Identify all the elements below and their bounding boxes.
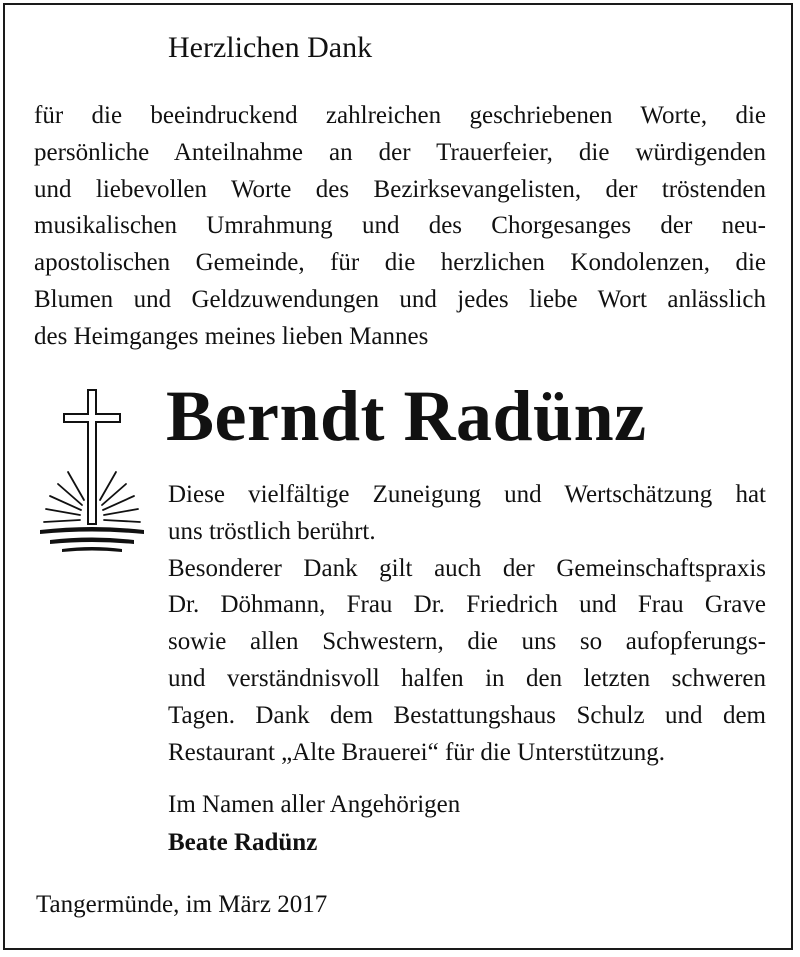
- deceased-name: Berndt Radünz: [166, 376, 647, 456]
- notice-heading: Herzlichen Dank: [168, 31, 373, 64]
- cross-sunrise-icon: [28, 384, 156, 556]
- body-line: sowie allen Schwestern, die uns so aufopferungs-: [168, 628, 766, 656]
- body-line: Diese vielfältige Zuneigung und Wertschätzung hat: [168, 481, 766, 508]
- intro-line: Blumen und Geldzuwendungen und jedes liebe Wort anlässlich: [34, 285, 766, 313]
- body-line: Restaurant „Alte Brauerei“ für die Unterstützung.: [168, 738, 666, 766]
- intro-line: apostolischen Gemeinde, für die herzlichen Kondolenzen, die: [34, 249, 766, 277]
- intro-line: musikalischen Umrahmung und des Chorgesanges der neu-: [34, 212, 766, 240]
- intro-line: des Heimganges meines lieben Mannes: [34, 322, 429, 350]
- intro-line: persönliche Anteilnahme an der Trauerfeier, die würdigenden: [34, 138, 766, 166]
- place-date: Tangermünde, im März 2017: [36, 891, 328, 918]
- intro-line: für die beeindruckend zahlreichen geschriebenen Worte, die: [34, 102, 766, 129]
- body-line: Besonderer Dank gilt auch der Gemeinschaftspraxis: [168, 554, 766, 582]
- intro-line: und liebevollen Worte des Bezirksevangelisten, der tröstenden: [34, 175, 766, 203]
- signature-intro: Im Namen aller Angehörigen: [168, 791, 461, 818]
- body-line: uns tröstlich berührt.: [168, 517, 376, 545]
- body-line: Dr. Döhmann, Frau Dr. Friedrich und Frau Grave: [168, 591, 766, 619]
- signature-name: Beate Radünz: [168, 829, 318, 856]
- body-line: und verständnisvoll halfen in den letzten schweren: [168, 664, 766, 692]
- body-line: Tagen. Dank dem Bestattungshaus Schulz und dem: [168, 701, 766, 729]
- thanks-paragraph: [168, 477, 766, 771]
- intro-paragraph: [34, 98, 766, 356]
